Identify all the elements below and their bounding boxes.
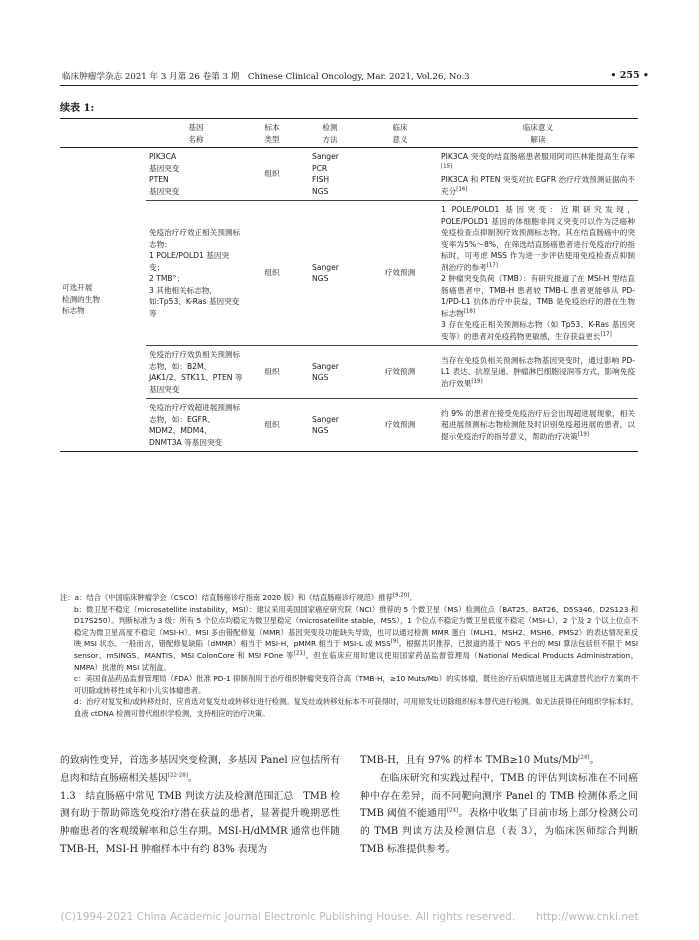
table-title: 续表 1:: [60, 103, 95, 114]
header-rule: [60, 85, 638, 86]
gene-cell: PIK3CA 基因突变 PTEN 基因突变: [149, 152, 180, 196]
table-body: [60, 148, 638, 452]
body-paragraph: 在临床研究和实践过程中，TMB 的评估判读标准在不同癌种中存在差异，而不同靶向测序 Panel 的 TMB 检测体系之间 TMB 阈值不能通用[24]。表格中收集了目前市场上部分检测公司的 TMB 判读方法及检测信息（表 3），为临床医师综合判断 TMB 标准提供参考。: [360, 772, 638, 855]
gene-cell: 免疫治疗疗效负相关预测标志物，如：B2M、JAK1/2、STK11、PTEN 等基因突变: [146, 346, 246, 399]
header-method: 检测 方法: [298, 119, 362, 148]
interpretation-paragraph: 1 POLE/POLD1 基因突变：近期研究发现，POLE/POLD1 基因的体细胞非同义突变可以作为泛癌种免疫检查点抑制剂疗效预测标志物。其在结直肠癌中的突变率为5%～8%，在筛选结直肠癌患者进行免疫治疗的指标时，可考虑 MSS 作为进一步评估使用免疫检查点抑制剂治疗的参考[17]: [441, 205, 635, 272]
body-paragraph: TMB-H，且有 97% 的样本 TMB≥10 Muts/Mb[24]。: [360, 754, 600, 766]
reference-marker: [9,20]: [392, 592, 410, 599]
gene-cell: 免疫治疗疗效正相关预测标志物： 1 POLE/POLD1 基因突变； 2 TMB°； 3 其他相关标志物，如:Tp53、K-Ras 基因突变等: [146, 201, 246, 346]
header-sample: 标本 类型: [246, 119, 298, 148]
table-row: [60, 399, 638, 452]
method-cell: Sanger NGS: [298, 399, 362, 452]
header-significance: 临床 意义: [362, 119, 438, 148]
table-row: [60, 148, 638, 201]
note-item: c：美国食品药品监督管理局（FDA）批准 PD-1 抑制剂用于治疗组织肿瘤突变符合高（TMB-H，≥10 Muts/Mb）的实体瘤，既往治疗后病情进展且无满意替代治疗方案的不可切除或转移性成年和小儿实体瘤患者。: [74, 674, 638, 695]
interpretation-cell: [438, 346, 638, 399]
interpretation-paragraph: 当存在免疫负相关预测标志物基因突变时，通过影响 PD-L1 表达、抗原呈递、肿瘤淋巴细胞浸润等方式，影响免疫治疗效果[19]: [441, 355, 635, 388]
note-item: d：治疗对复发和/或转移灶时，应首选对复发灶或转移灶进行检测。复发灶或转移灶标本不可获得时，可用原发灶切除组织标本替代进行检测。如无法获得任何组织学标本时，血液 ctDNA 检测可替代组织学检测，支持相应的治疗决策。: [74, 697, 638, 718]
copyright-footer: (C)1994-2021 China Academic Journal Electronic Publishing House. All rights reserved. http://www.cnki.net: [60, 911, 639, 923]
interpretation-paragraph: 3 存在免疫正相关预测标志物（如 Tp53、K-Ras 基因突变等）的患者对免疫药物更敏感，生存获益更长[17]: [441, 320, 635, 341]
body-paragraph: 1.3 结直肠癌中常见 TMB 判读方法及检测范围汇总 TMB 检测有助于帮助筛选免疫治疗潜在获益的患者，显著提升晚期恶性肿瘤患者的客观缓解率和总生存期。MSI-H/dMMR 通常也伴随 TMB-H，MSI-H 肿瘤样本中有约 83% 表现为: [60, 790, 340, 855]
interpretation-paragraph: PIK3CA 和 PTEN 突变对抗 EGFR 治疗疗效预测证据尚不充分[16]: [441, 175, 635, 196]
method-cell: Sanger PCR FISH NGS: [312, 152, 339, 196]
significance-cell: [362, 148, 438, 201]
reference-marker: [16]: [456, 185, 468, 192]
reference-marker: [24]: [578, 754, 590, 761]
reference-marker: [22-28]: [167, 772, 188, 779]
category-cell: 可选开展 检测的生物 标志物: [62, 283, 100, 316]
page-number: • 255 •: [610, 70, 649, 81]
reference-marker: [21]: [293, 650, 306, 657]
method-cell: Sanger NGS: [298, 201, 362, 346]
sample-cell: 组织: [264, 169, 280, 179]
reference-marker: [17]: [486, 261, 498, 268]
significance-cell: 疗效预测: [362, 346, 438, 399]
interpretation-paragraph: PIK3CA 突变的结直肠癌患者服用阿司匹林能提高生存率[15]: [441, 152, 635, 169]
header-interpretation: 临床意义 解读: [438, 119, 638, 148]
significance-cell: 疗效预测: [362, 399, 438, 452]
body-column-left: [60, 752, 340, 859]
header-gene: 基因 名称: [146, 119, 246, 148]
reference-marker: [9]: [390, 638, 399, 645]
reference-marker: [17]: [600, 330, 612, 337]
table-row: [60, 201, 638, 346]
sample-cell: 组织: [246, 201, 298, 346]
reference-marker: [19]: [577, 431, 589, 438]
biomarker-table: [60, 118, 638, 452]
table-bottom-rule: [60, 452, 638, 453]
reference-marker: [19]: [471, 378, 483, 385]
interpretation-cell: [438, 201, 638, 346]
body-column-right: [360, 752, 638, 859]
interpretation-paragraph: 约 9% 的患者在接受免疫治疗后会出现超进展现象，相关超进展预测标志物检测能及时识别免疫超进展的患者，以提示免疫治疗的指导意义，帮助治疗决策[19]: [441, 408, 635, 441]
table-row: [60, 346, 638, 399]
table-header: [60, 119, 638, 148]
running-head: [62, 70, 649, 84]
sample-cell: 组织: [246, 399, 298, 452]
method-cell: Sanger NGS: [298, 346, 362, 399]
table-notes: [60, 592, 638, 720]
reference-marker: [24]: [446, 808, 459, 815]
sample-cell: 组织: [246, 346, 298, 399]
interpretation-cell: [438, 148, 638, 201]
significance-cell: 疗效预测: [362, 201, 438, 346]
running-head-title: 临床肿瘤学杂志 2021 年 3 月第 26 卷第 3 期 Chinese Clinical Oncology, Mar. 2021, Vol.26, No.3: [62, 72, 470, 82]
body-paragraph: 的致病性变异，首选多基因突变检测，多基因 Panel 应包括所有息肉和结直肠癌相关基因[22-28]。: [60, 755, 340, 784]
header-category: [60, 119, 146, 148]
reference-marker: [18]: [463, 307, 476, 314]
note-item: b：微卫星不稳定（microsatellite instability，MSI）：建议采用美国国家癌症研究院（NCI）推荐的 5 个微卫星（MS）检测位点（BAT25、BAT26、D5S346、D2S123 和 D17S250）。判断标准为 3 级：所有 5 个位点均稳定为微卫星稳定（microsatellite stable，MSS），1 个位点不稳定为微卫星低度不稳定（MSI-L），2 个及 2 个以上位点不稳定为微卫星高度不稳定（MSI-H）。MSI 多由错配修复（MMR）基因突变及功能缺失导致，也可以通过检测 MMR 蛋白（MLH1、MSH2、MSH6、PMS2）的表达情况来反映 MSI 状态。一般而言，错配修复缺陷（dMMR）相当于 MSI-H，pMMR 相当于 MSI-L 或 MSS[9]。根据共识推荐，已报道的基于 NGS 平台的 MSI 算法包括但不限于 MSI sensor、mSINGS、MANTIS、MSI ColonCore 和 MSI FOne 等[21]。但在临床应用时建议使用国家药品监督管理局（National Medical Products Administration，NMPA）批准的 MSI 试剂盒。: [74, 604, 639, 672]
interpretation-cell: [438, 399, 638, 452]
interpretation-paragraph: 2 肿瘤突变负荷（TMB）：有研究报道了在 MSI-H 型结直肠癌患者中，TMB-H 患者较 TMB-L 患者更能够从 PD-1/PD-L1 抗体治疗中获益，TMB 是免疫治疗的潜在生物标志物[18]: [441, 274, 635, 318]
reference-marker: [15]: [441, 162, 453, 169]
gene-cell: 免疫治疗疗效超进展预测标志物，如：EGFR、MDM2、MDM4、DNMT3A 等基因突变: [146, 399, 246, 452]
note-item: 注：a：结合《中国临床肿瘤学会（CSCO）结直肠癌诊疗指南 2020 版》和《结直肠癌诊疗规范》推荐[9,20]。: [60, 592, 417, 602]
